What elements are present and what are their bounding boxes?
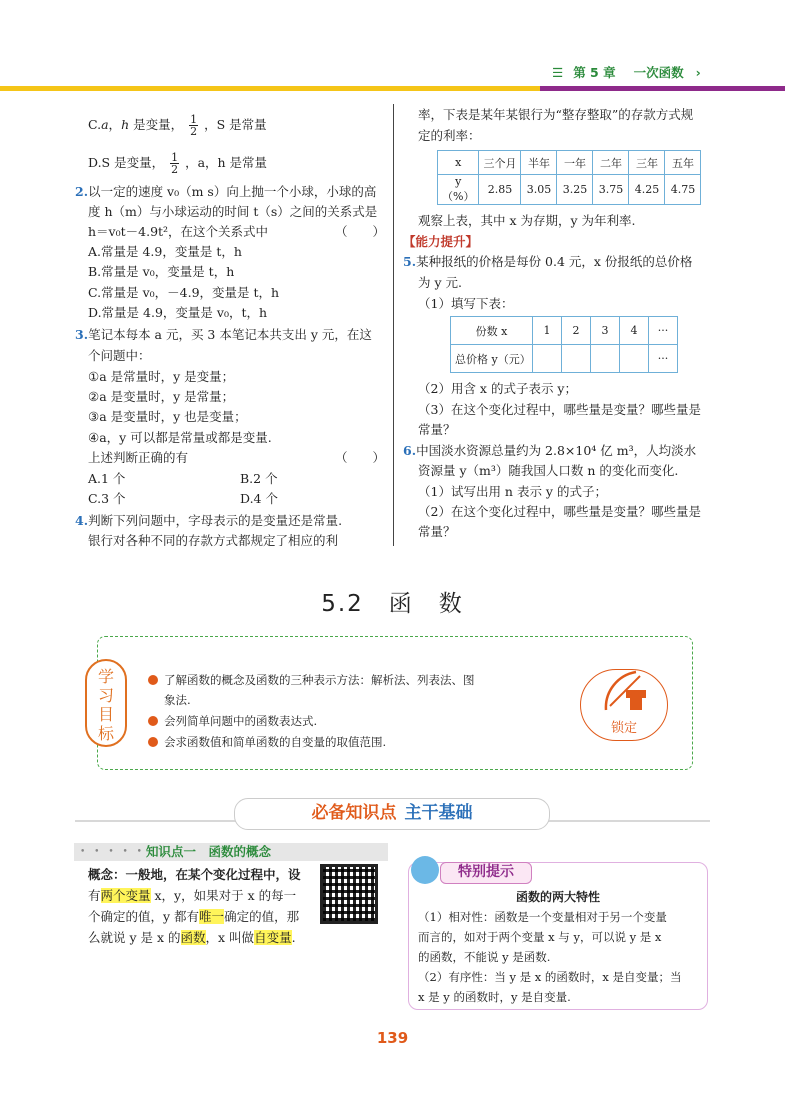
- column-divider: [393, 104, 394, 546]
- question-3-option-a: A.1 个: [88, 471, 126, 486]
- bullet-icon: [148, 675, 158, 685]
- question-5-line-2: 为 y 元.: [418, 275, 462, 290]
- table-cell: 3.05: [521, 175, 557, 205]
- menu-icon[interactable]: ☰: [552, 65, 564, 80]
- question-5-part-1: （1）填写下表：: [418, 296, 514, 311]
- table-cell: 1: [533, 317, 562, 345]
- question-2-line-2: 度 h（m）与小球运动的时间 t（s）之间的关系式是: [88, 204, 378, 219]
- question-3-line-2: 个问题中：: [88, 348, 151, 363]
- header-bar-purple: [540, 86, 785, 91]
- special-tip-heading: 特别提示: [440, 862, 532, 884]
- concept-line-2: 有两个变量 x，y，如果对于 x 的每一: [88, 888, 297, 903]
- answer-paren: （ ）: [335, 450, 386, 465]
- goal-item-3: 会求函数值和简单函数的自变量的取值范围.: [148, 734, 386, 750]
- question-6-line-1: 6.中国淡水资源总量约为 2.8×10⁴ 亿 m³，人均淡水: [403, 443, 697, 458]
- table-cell: 3.25: [557, 175, 593, 205]
- table-cell: 三年: [629, 151, 665, 175]
- table-row: [438, 175, 701, 205]
- table-cell: 4.25: [629, 175, 665, 205]
- question-3-item-3: ③a 是变量时，y 也是变量；: [88, 409, 247, 424]
- concept-line-4: 么就说 y 是 x 的函数，x 叫做自变量.: [88, 930, 296, 945]
- learning-goals-label: 学 习 目 标: [85, 659, 127, 747]
- table-cell-blank[interactable]: [591, 345, 620, 373]
- tip-line-2: 而言的，如对于两个变量 x 与 y，可以说 y 是 x: [418, 930, 662, 944]
- option-c: C.a，h 是变量， $\frac{1}{2}$ ，S 是常量: [88, 113, 267, 138]
- bullet-icon: [148, 737, 158, 747]
- fraction-half: $\frac{1}{2}$: [171, 151, 179, 176]
- table-row: [451, 345, 678, 373]
- question-2-option-b: B.常量是 v₀，变量是 t，h: [88, 264, 235, 279]
- newspaper-price-table: [450, 316, 678, 373]
- goal-item-1: 了解函数的概念及函数的三种表示方法：解析法、列表法、图: [148, 672, 475, 688]
- question-3-line-1: 3.笔记本每本 a 元，买 3 本笔记本共支出 y 元，在这: [75, 327, 372, 342]
- table-note: 观察上表，其中 x 为存期，y 为年利率.: [418, 213, 636, 228]
- question-4-line-1: 4.判断下列问题中，字母表示的是变量还是常量.: [75, 513, 343, 528]
- table-cell-blank[interactable]: [533, 345, 562, 373]
- question-3-prompt: 上述判断正确的有: [88, 450, 189, 465]
- question-6-part-2-cont: 常量？: [418, 524, 456, 539]
- question-5-line-1: 5.某种报纸的价格是每份 0.4 元，x 份报纸的总价格: [403, 254, 693, 269]
- table-cell: 3: [591, 317, 620, 345]
- goal-item-1-cont: 象法.: [164, 693, 191, 707]
- question-2-option-a: A.常量是 4.9，变量是 t，h: [88, 244, 242, 259]
- question-5-part-2: （2）用含 x 的式子表示 y；: [418, 381, 577, 396]
- table-cell: x: [438, 151, 479, 175]
- table-row: [438, 151, 701, 175]
- qr-code-icon[interactable]: [320, 864, 378, 924]
- goal-item-2: 会列简单问题中的函数表达式.: [148, 713, 317, 729]
- question-3-item-4: ④a，y 可以都是常量或都是变量.: [88, 430, 272, 445]
- special-tip-subtitle: 函数的两大特性: [515, 890, 600, 904]
- table-cell: 4: [620, 317, 649, 345]
- bullet-icon: [148, 716, 158, 726]
- section-title: 5.2 函 数: [321, 591, 464, 617]
- tip-line-3: 的函数，不能说 y 是函数.: [418, 950, 551, 964]
- answer-paren: （ ）: [335, 224, 386, 239]
- archery-target-icon: [600, 666, 652, 716]
- question-5-part-3-cont: 常量？: [418, 422, 456, 437]
- option-d: D.S 是变量， $\frac{1}{2}$ ，a，h 是常量: [88, 151, 268, 176]
- question-6-line-2: 资源量 y（m³）随我国人口数 n 的变化而变化.: [418, 463, 679, 478]
- concept-line-1: 概念：一般地，在某个变化过程中，设: [88, 867, 301, 882]
- table-cell: 2.85: [479, 175, 521, 205]
- table-row: [451, 317, 678, 345]
- interest-rate-table: [437, 150, 701, 205]
- fraction-half: $\frac{1}{2}$: [190, 113, 198, 138]
- question-5-part-3: （3）在这个变化过程中，哪些量是变量？哪些量是: [418, 402, 701, 417]
- knowledge-point-title: 知识点一 函数的概念: [146, 844, 272, 859]
- question-2-line-1: 2.以一定的速度 v₀（m s）向上抛一个小球，小球的高: [75, 184, 377, 199]
- table-cell: 半年: [521, 151, 557, 175]
- question-6-part-1: （1）试写出用 n 表示 y 的式子；: [418, 484, 607, 499]
- table-cell: 份数 x: [451, 317, 533, 345]
- dots-decoration: • • • • •: [80, 847, 145, 857]
- question-2-option-d: D.常量是 4.9，变量是 v₀，t，h: [88, 305, 268, 320]
- cartoon-fish-icon: [411, 856, 439, 884]
- question-4-cont-1: 率，下表是某年某银行为“整存整取”的存款方式规: [418, 107, 694, 122]
- question-6-part-2: （2）在这个变化过程中，哪些量是变量？哪些量是: [418, 504, 701, 519]
- chapter-number: 第 5 章: [573, 65, 616, 80]
- question-3-item-1: ①a 是常量时，y 是变量；: [88, 369, 235, 384]
- tip-line-4: （2）有序性：当 y 是 x 的函数时，x 是自变量；当: [418, 970, 682, 984]
- question-2-line-3: h＝v₀t－4.9t²，在这个关系式中: [88, 224, 269, 239]
- table-cell: 4.75: [665, 175, 701, 205]
- question-4-line-2: 银行对各种不同的存款方式都规定了相应的利: [88, 533, 339, 548]
- question-3-item-2: ②a 是变量时，y 是常量；: [88, 389, 235, 404]
- table-cell: 总价格 y（元）: [451, 345, 533, 373]
- section-banner: 必备知识点 主干基础: [234, 798, 550, 830]
- table-cell: y（%）: [438, 175, 479, 205]
- lock-label: 锁定: [610, 721, 637, 736]
- question-3-option-d: D.4 个: [240, 491, 278, 506]
- chapter-header[interactable]: [552, 63, 701, 81]
- table-cell-blank[interactable]: [620, 345, 649, 373]
- table-cell: 3.75: [593, 175, 629, 205]
- question-4-cont-2: 定的利率：: [418, 128, 481, 143]
- table-cell: 2: [562, 317, 591, 345]
- chevron-right-icon[interactable]: ›: [695, 65, 701, 80]
- table-cell: 一年: [557, 151, 593, 175]
- question-3-option-c: C.3 个: [88, 491, 126, 506]
- table-cell: ···: [649, 317, 678, 345]
- chapter-title: 一次函数: [633, 65, 684, 80]
- table-cell: 二年: [593, 151, 629, 175]
- table-cell-blank[interactable]: [562, 345, 591, 373]
- ability-tag: 【能力提升】: [403, 234, 479, 249]
- page-number: 139: [376, 1029, 409, 1047]
- table-cell: 三个月: [479, 151, 521, 175]
- table-cell: ···: [649, 345, 678, 373]
- concept-line-3: 个确定的值，y 都有唯一确定的值，那: [88, 909, 300, 924]
- tip-line-5: x 是 y 的函数时，y 是自变量.: [418, 990, 571, 1004]
- table-cell: 五年: [665, 151, 701, 175]
- question-3-option-b: B.2 个: [240, 471, 278, 486]
- question-2-option-c: C.常量是 v₀，－4.9，变量是 t，h: [88, 285, 280, 300]
- tip-line-1: （1）相对性：函数是一个变量相对于另一个变量: [418, 910, 667, 924]
